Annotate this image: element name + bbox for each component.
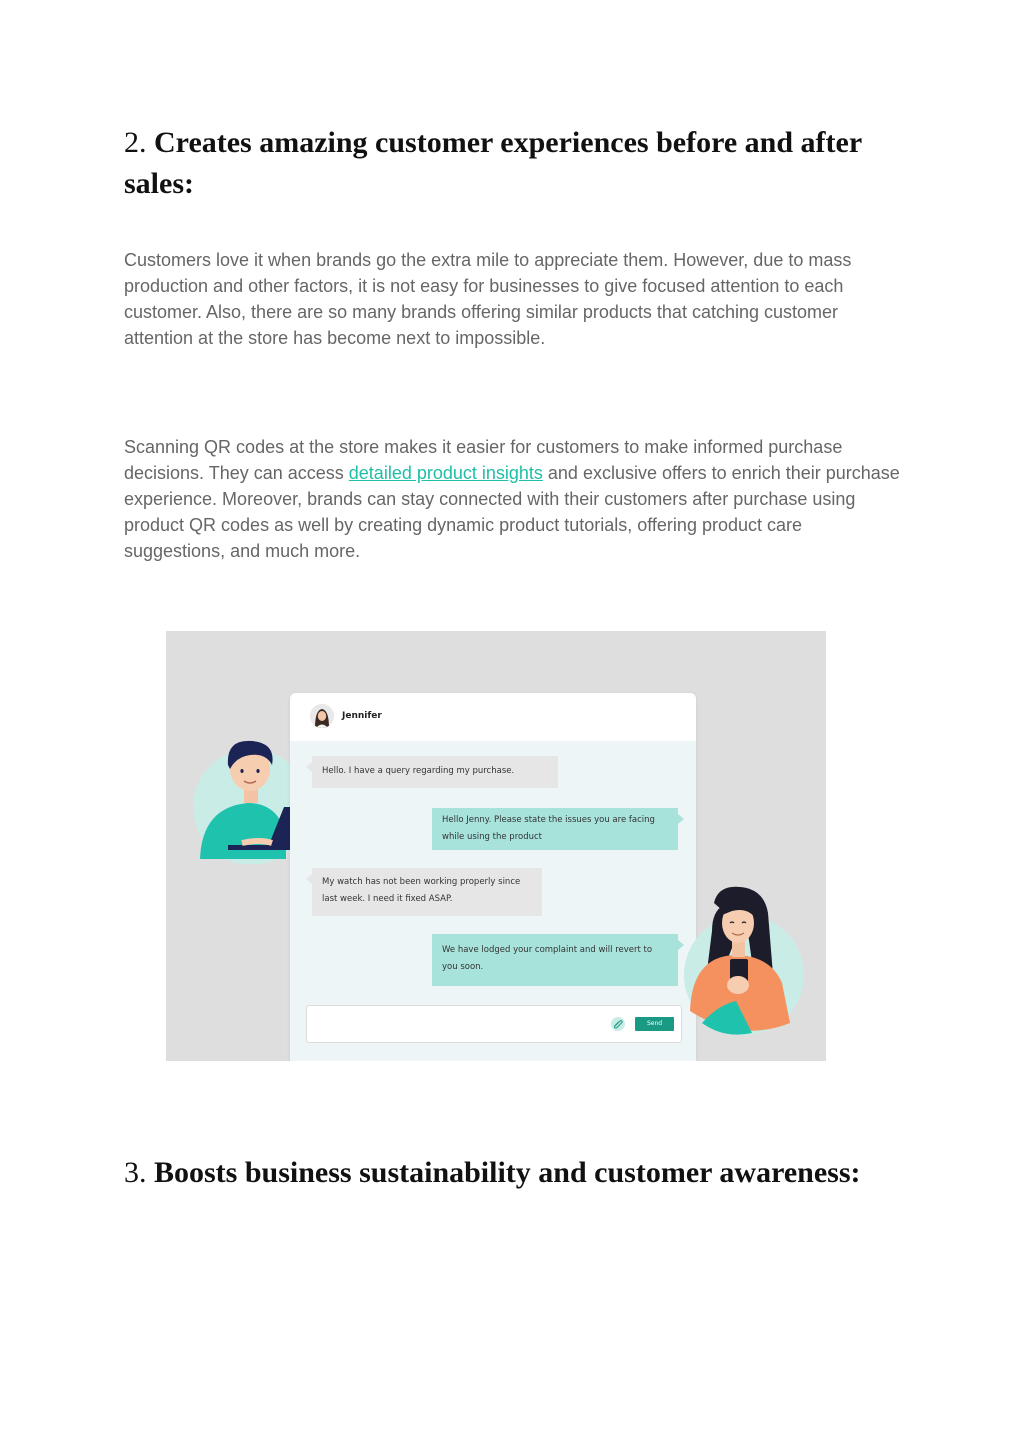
outgoing-message: Hello Jenny. Please state the issues you are facing while using the product xyxy=(432,808,678,850)
section-2-title: Creates amazing customer experiences before and after sales: xyxy=(124,126,862,200)
contact-avatar xyxy=(310,704,334,728)
outgoing-message: We have lodged your complaint and will revert to you soon. xyxy=(432,934,678,986)
woman-with-phone-illustration xyxy=(678,883,808,1038)
detailed-product-insights-link[interactable]: detailed product insights xyxy=(348,463,543,483)
section-2-number: 2. xyxy=(124,126,147,159)
section-3-heading xyxy=(124,1152,914,1193)
incoming-message: Hello. I have a query regarding my purchase. xyxy=(312,756,558,788)
paragraph-2-text-start: Scanning QR codes at the store makes it easier for customers to make informed purchase decisions. They can access xyxy=(124,437,843,483)
incoming-message: My watch has not been working properly since last week. I need it fixed ASAP. xyxy=(312,868,542,916)
jennifer-avatar-icon xyxy=(310,704,334,728)
section-2-heading xyxy=(124,122,914,204)
section-2-paragraph-1: Customers love it when brands go the extra mile to appreciate them. However, due to mass production and other factors, it is not easy for businesses to give focused attention to each customer. Also, there are so many brands offering similar products that catching customer attention at the store has become next to impossible. xyxy=(124,250,852,348)
section-3-title: Boosts business sustainability and customer awareness: xyxy=(154,1156,861,1189)
message-composer[interactable] xyxy=(306,1005,682,1043)
section-3-number: 3. xyxy=(124,1156,147,1189)
paperclip-icon[interactable] xyxy=(611,1017,625,1031)
chat-header xyxy=(290,693,696,741)
section-2-paragraph-2 xyxy=(124,434,904,564)
paragraph-2-text-end: and exclusive offers to enrich their purchase experience. Moreover, brands can stay connected with their customers after purchase using product QR codes as well by creating dynamic product tutorials, offering product care suggestions, and much more. xyxy=(124,463,900,561)
contact-name: Jennifer xyxy=(342,711,382,721)
chat-illustration xyxy=(166,631,826,1061)
chat-window xyxy=(290,693,696,1061)
send-button[interactable]: Send xyxy=(635,1017,674,1031)
